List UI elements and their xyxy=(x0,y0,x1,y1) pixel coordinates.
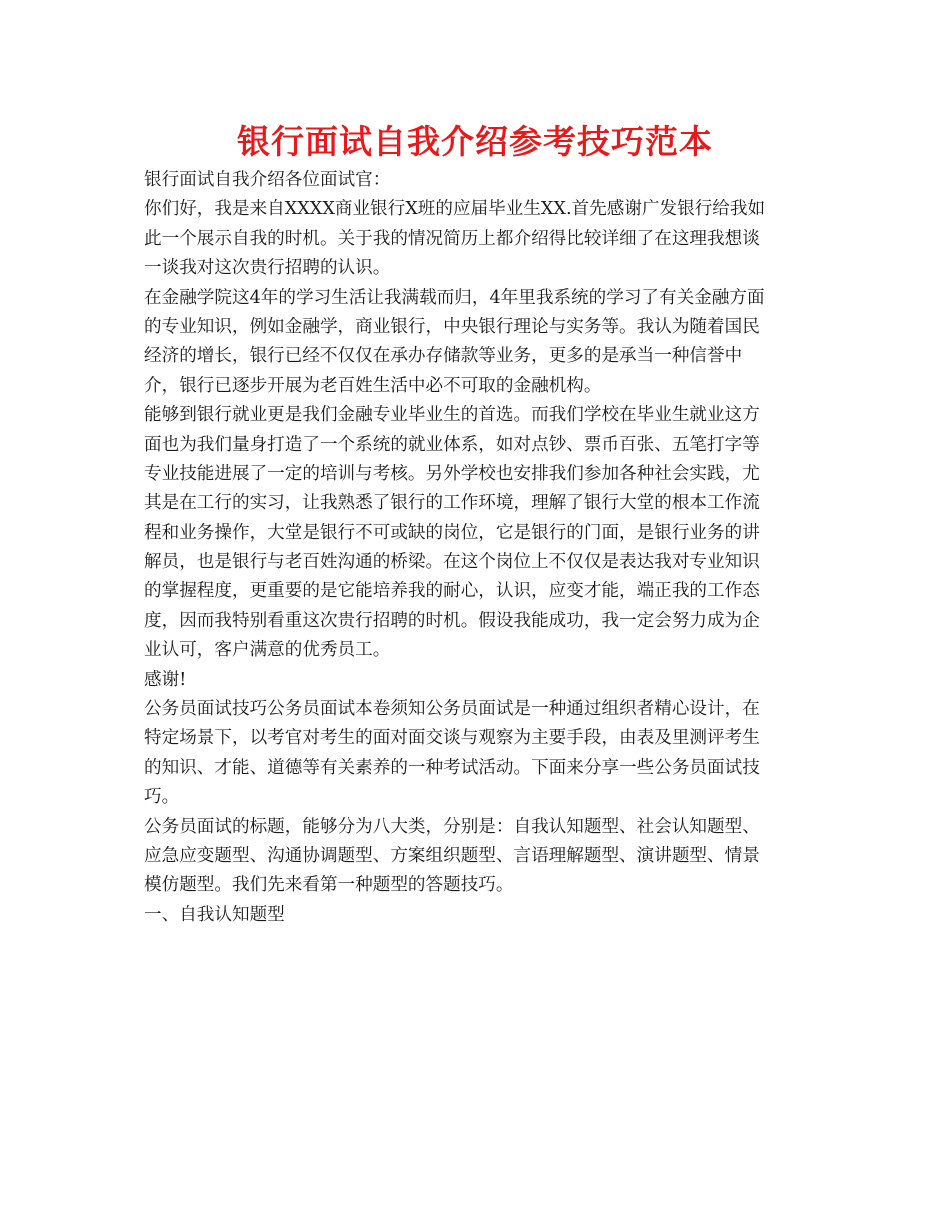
text-line: 专业技能进展了一定的培训与考核。另外学校也安排我们参加各种社会实践，尤 xyxy=(144,463,760,484)
text-line: 一谈我对这次贵行招聘的认识。 xyxy=(144,258,391,279)
text-line: 能够到银行就业更是我们金融专业毕业生的首选。而我们学校在毕业生就业这方 xyxy=(144,405,760,426)
text-line: 公务员面试技巧公务员面试本卷须知公务员面试是一种通过组织者精心设计，在 xyxy=(144,699,760,720)
document-body xyxy=(144,166,814,930)
text-line: 经济的增长，银行已经不仅仅在承办存储款等业务，更多的是承当一种信誉中 xyxy=(144,346,743,367)
text-line: 你们好，我是来自XXXX商业银行X班的应届毕业生XX.首先感谢广发银行给我如 xyxy=(144,199,766,220)
text-line: 解员，也是银行与老百姓沟通的桥梁。在这个岗位上不仅仅是表达我对专业知识 xyxy=(144,552,760,573)
text-line: 模仿题型。我们先来看第一种题型的答题技巧。 xyxy=(144,875,514,896)
text-line: 的知识、才能、道德等有关素养的一种考试活动。下面来分享一些公务员面试技 xyxy=(144,757,760,778)
text-line: 一、自我认知题型 xyxy=(144,904,285,925)
text-line: 业认可，客户满意的优秀员工。 xyxy=(144,640,391,661)
text-line: 感谢! xyxy=(144,669,187,690)
text-line: 面也为我们量身打造了一个系统的就业体系，如对点钞、票币百张、五笔打字等 xyxy=(144,434,760,455)
text-line: 的专业知识，例如金融学，商业银行，中央银行理论与实务等。我认为随着国民 xyxy=(144,316,760,337)
text-line: 巧。 xyxy=(144,787,180,808)
text-line: 应急应变题型、沟通协调题型、方案组织题型、言语理解题型、演讲题型、情景 xyxy=(144,845,760,866)
text-line: 在金融学院这4年的学习生活让我满载而归，4年里我系统的学习了有关金融方面 xyxy=(144,287,765,308)
text-line: 度，因而我特别看重这次贵行招聘的时机。假设我能成功，我一定会努力成为企 xyxy=(144,610,760,631)
text-line: 此一个展示自我的时机。关于我的情况简历上都介绍得比较详细了在这理我想谈 xyxy=(144,228,760,249)
text-line: 的掌握程度，更重要的是它能培养我的耐心，认识，应变才能，端正我的工作态 xyxy=(144,581,760,602)
document-title: 银行面试自我介绍参考技巧范本 xyxy=(237,122,713,161)
text-line: 银行面试自我介绍各位面试官： xyxy=(144,170,391,190)
text-line: 公务员面试的标题，能够分为八大类，分别是：自我认知题型、社会认知题型、 xyxy=(144,816,760,837)
text-line: 特定场景下，以考官对考生的面对面交谈与观察为主要手段，由表及里测评考生 xyxy=(144,728,760,749)
text-line: 介，银行已逐步开展为老百姓生活中必不可取的金融机构。 xyxy=(144,375,602,396)
text-line: 程和业务操作，大堂是银行不可或缺的岗位，它是银行的门面，是银行业务的讲 xyxy=(144,522,760,543)
text-line: 其是在工行的实习，让我熟悉了银行的工作环境，理解了银行大堂的根本工作流 xyxy=(144,493,760,514)
